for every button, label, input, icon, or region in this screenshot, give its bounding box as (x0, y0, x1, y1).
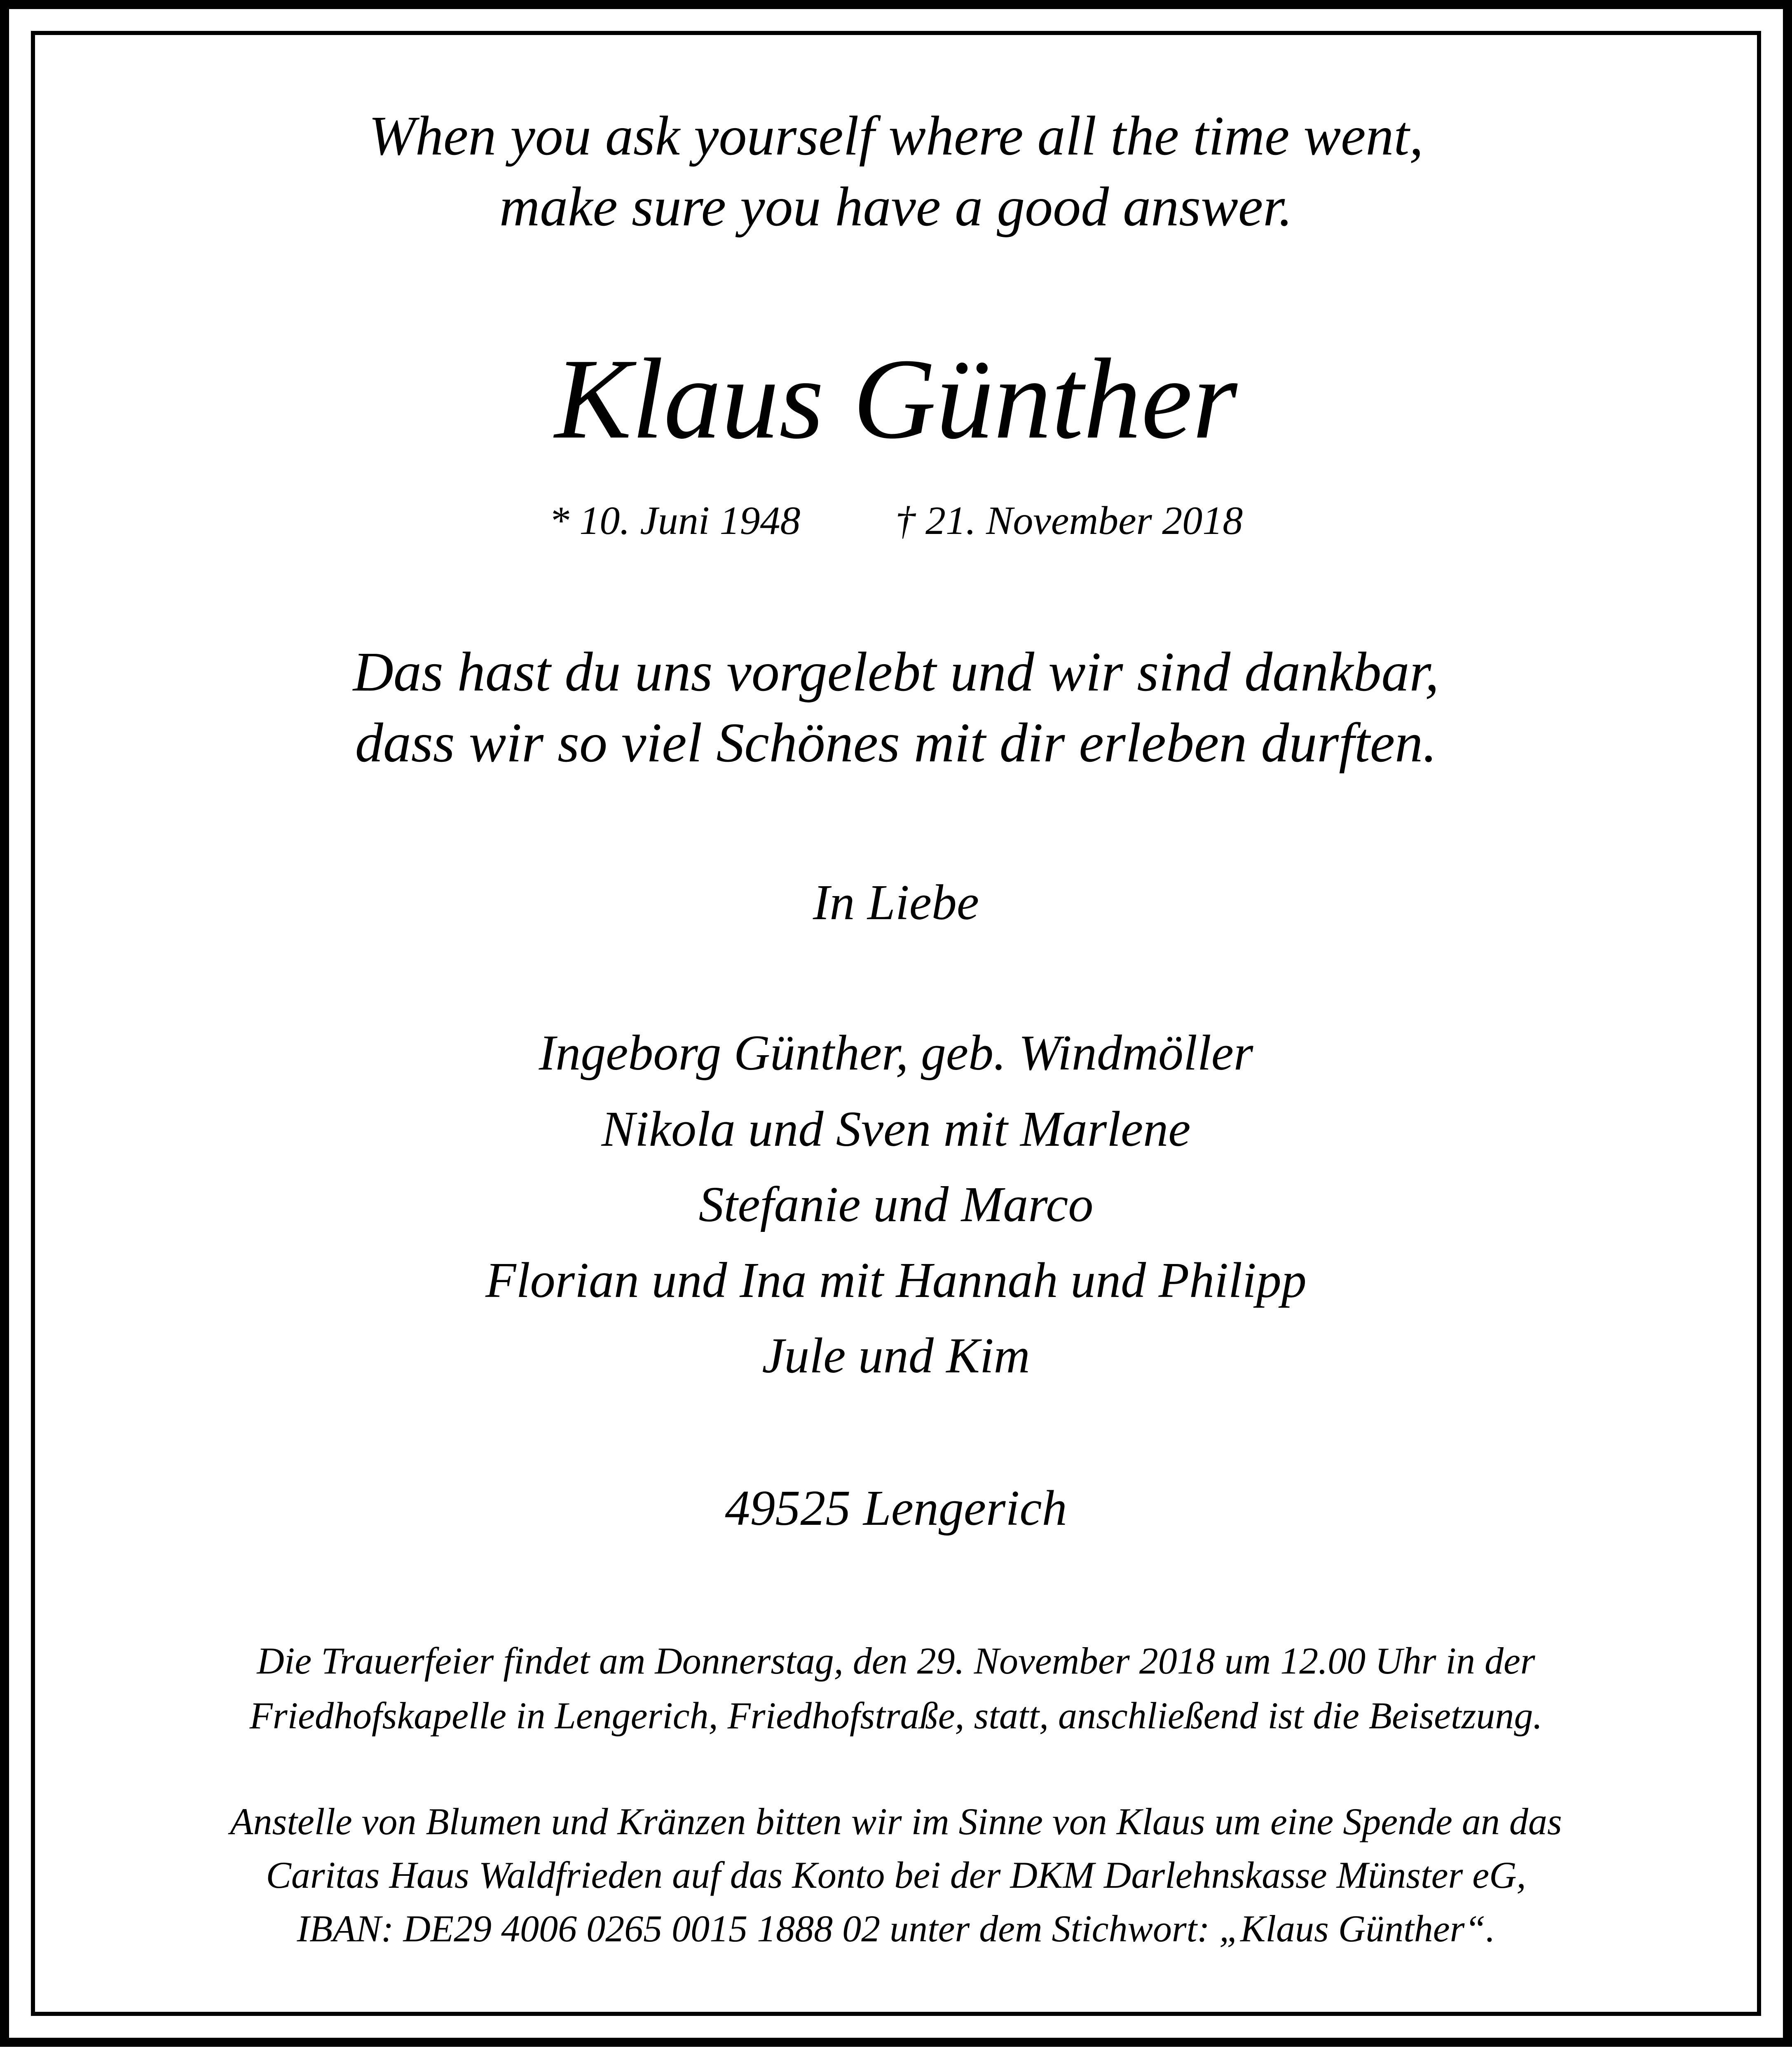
place: 49525 Lengerich (725, 1480, 1067, 1536)
mourner-1: Ingeborg Günther, geb. Windmöller (539, 1025, 1253, 1081)
donation-notice-line-2: Caritas Haus Waldfrieden auf das Konto bei der DKM Darlehnskasse Münster eG, (266, 1854, 1526, 1896)
funeral-notice-line-1: Die Trauerfeier findet am Donnerstag, den 29. November 2018 um 12.00 Uhr in der (257, 1640, 1535, 1682)
mourner-3: Stefanie und Marco (698, 1177, 1094, 1232)
mourner-2: Nikola und Sven mit Marlene (601, 1101, 1191, 1157)
mourner-4: Florian und Ina mit Hannah und Philipp (485, 1252, 1307, 1308)
death-date: † 21. November 2018 (895, 499, 1243, 543)
deceased-name: Klaus Günther (555, 335, 1237, 463)
closing-text: In Liebe (813, 875, 979, 930)
motto-line-2: make sure you have a good answer. (499, 176, 1293, 238)
life-dates (0, 501, 1792, 541)
motto-line-1: When you ask yourself where all the time went, (368, 105, 1424, 167)
funeral-notice-line-2: Friedhofskapelle in Lengerich, Friedhofstraße, statt, anschließend ist die Beisetzung. (249, 1695, 1543, 1737)
birth-date: * 10. Juni 1948 (549, 499, 801, 543)
verse-line-2: dass wir so viel Schönes mit dir erleben durften. (355, 712, 1437, 774)
donation-notice-line-3: IBAN: DE29 4006 0265 0015 1888 02 unter dem Stichwort: „Klaus Günther“. (297, 1908, 1495, 1950)
mourner-5: Jule und Kim (762, 1328, 1030, 1383)
donation-notice-line-1: Anstelle von Blumen und Kränzen bitten wir im Sinne von Klaus um eine Spende an das (230, 1800, 1562, 1842)
verse-line-1: Das hast du uns vorgelebt und wir sind dankbar, (353, 641, 1439, 703)
